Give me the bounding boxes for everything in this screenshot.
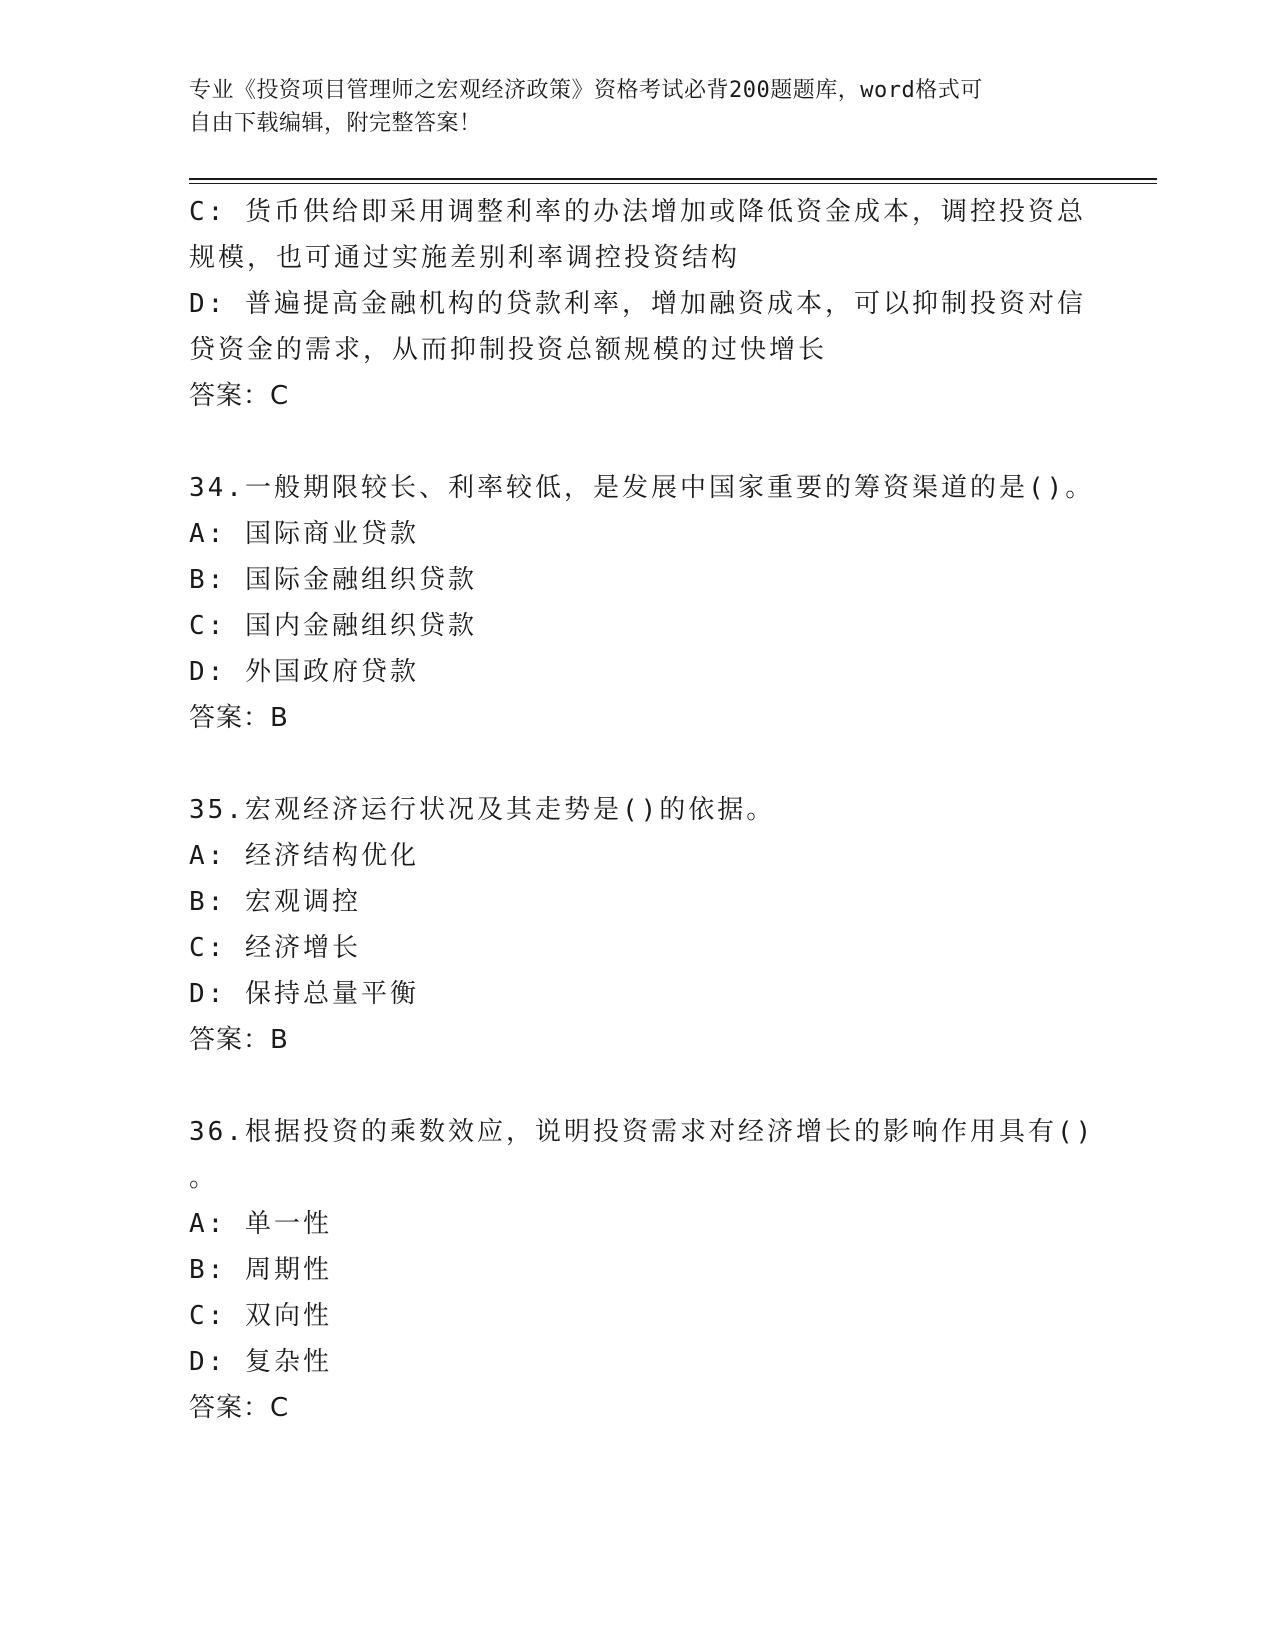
- option-c-line-1: C: 货币供给即采用调整利率的办法增加或降低资金成本，调控投资总: [189, 197, 1086, 227]
- spacer: [189, 419, 1089, 465]
- answer: 答案：C: [189, 381, 290, 411]
- document-header: [189, 74, 1069, 140]
- option-b: B: 周期性: [189, 1255, 332, 1285]
- question-36: [189, 1109, 1095, 1431]
- answer: 答案：B: [189, 1025, 289, 1055]
- spacer: [189, 1063, 1089, 1109]
- answer: 答案：B: [189, 703, 289, 733]
- spacer: [189, 741, 1089, 787]
- question-35: [189, 787, 1089, 1063]
- option-a: A: 单一性: [189, 1209, 332, 1239]
- option-d-line-1: D: 普遍提高金融机构的贷款利率，增加融资成本，可以抑制投资对信: [189, 289, 1086, 319]
- question-34: [189, 465, 1095, 741]
- option-d-line-2: 贷资金的需求，从而抑制投资总额规模的过快增长: [189, 335, 828, 365]
- option-c: C: 经济增长: [189, 933, 361, 963]
- option-a: A: 国际商业贷款: [189, 519, 419, 549]
- header-title-line-1: 专业《投资项目管理师之宏观经济政策》资格考试必背200题题库，word格式可: [189, 78, 983, 103]
- question-stem: 35.宏观经济运行状况及其走势是()的依据。: [189, 795, 776, 825]
- header-title-line-2: 自由下载编辑，附完整答案！: [189, 111, 482, 136]
- option-d: D: 复杂性: [189, 1347, 332, 1377]
- question-content: [189, 189, 1095, 1431]
- header-divider-thin: [189, 183, 1157, 184]
- option-d: D: 外国政府贷款: [189, 657, 419, 687]
- option-c-line-2: 规模，也可通过实施差别利率调控投资结构: [189, 243, 741, 273]
- previous-question-tail: [189, 189, 1089, 419]
- question-stem-line-2: 。: [189, 1163, 219, 1193]
- header-divider-thick: [189, 178, 1157, 180]
- option-d: D: 保持总量平衡: [189, 979, 419, 1009]
- option-c: C: 双向性: [189, 1301, 332, 1331]
- answer: 答案：C: [189, 1393, 290, 1423]
- question-stem-line-1: 36.根据投资的乘数效应，说明投资需求对经济增长的影响作用具有(): [189, 1117, 1095, 1147]
- option-b: B: 宏观调控: [189, 887, 361, 917]
- question-stem: 34.一般期限较长、利率较低，是发展中国家重要的筹资渠道的是()。: [189, 473, 1095, 503]
- option-b: B: 国际金融组织贷款: [189, 565, 477, 595]
- option-c: C: 国内金融组织贷款: [189, 611, 477, 641]
- option-a: A: 经济结构优化: [189, 841, 419, 871]
